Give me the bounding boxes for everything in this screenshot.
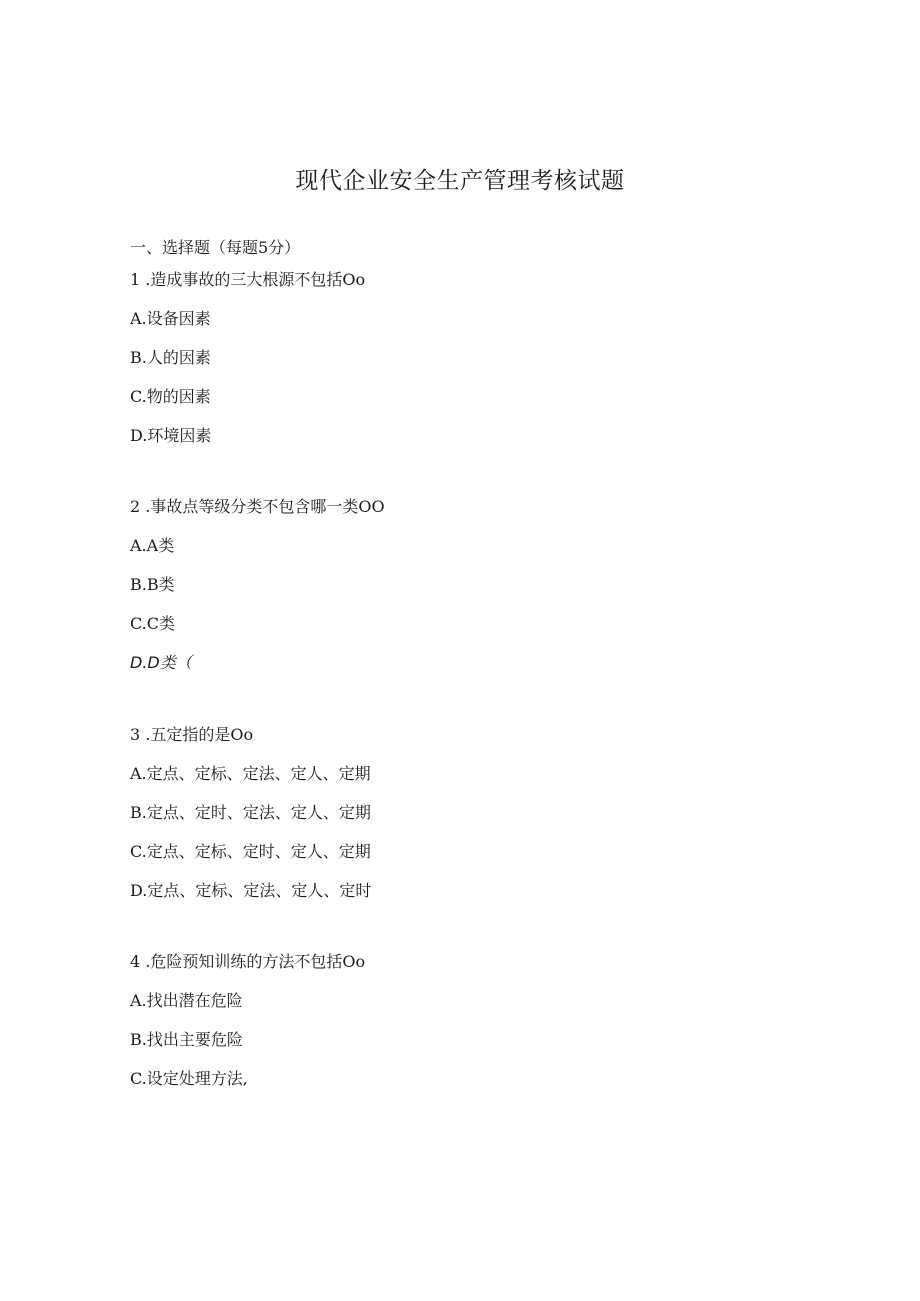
question-2-option-a: A.A类 [130, 536, 175, 555]
question-1-option-a: A.设备因素 [130, 309, 211, 328]
question-3-option-b: B.定点、定时、定法、定人、定期 [130, 803, 371, 822]
question-4-option-c: C.设定处理方法, [130, 1069, 248, 1088]
question-2-stem: 2 .事故点等级分类不包含哪一类OO [130, 497, 385, 516]
question-1-stem: 1 .造成事故的三大根源不包括Oo [130, 270, 366, 289]
question-1-option-b: B.人的因素 [130, 348, 211, 367]
question-3-stem: 3 .五定指的是Oo [130, 725, 254, 744]
question-2-option-b: B.B类 [130, 575, 175, 594]
question-1-option-c: C.物的因素 [130, 387, 211, 406]
question-4-option-b: B.找出主要危险 [130, 1030, 243, 1049]
question-4-stem: 4 .危险预知训练的方法不包括Oo [130, 952, 366, 971]
section-heading: 一、选择题（每题5分） [130, 238, 301, 257]
question-2-option-d: D.D类（ [130, 653, 192, 672]
question-1-option-d: D.环境因素 [130, 426, 212, 445]
question-4-option-a: A.找出潜在危险 [130, 991, 243, 1010]
question-3-option-c: C.定点、定标、定时、定人、定期 [130, 842, 371, 861]
question-3-option-d: D.定点、定标、定法、定人、定时 [130, 881, 372, 900]
question-3-option-a: A.定点、定标、定法、定人、定期 [130, 764, 371, 783]
document-title: 现代企业安全生产管理考核试题 [295, 168, 625, 194]
question-2-option-c: C.C类 [130, 614, 176, 633]
